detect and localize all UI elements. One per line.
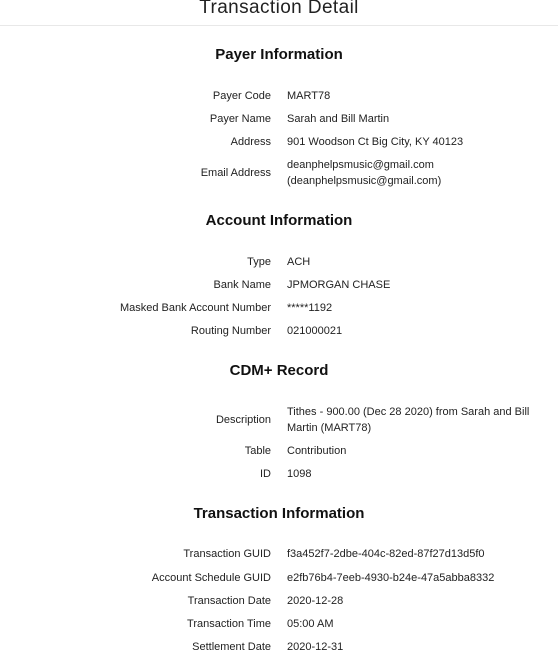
- bank-name-value: JPMORGAN CHASE: [287, 279, 391, 291]
- transaction-time-label: Transaction Time: [187, 618, 271, 630]
- table-label: Table: [244, 445, 271, 457]
- account-information-heading: Account Information: [205, 212, 353, 229]
- payer-code-value: MART78: [287, 90, 331, 102]
- transaction-guid-label: Transaction GUID: [183, 548, 271, 560]
- address-label: Address: [230, 136, 271, 148]
- settlement-date-value: 2020-12-31: [287, 641, 344, 653]
- transaction-date-label: Transaction Date: [187, 595, 271, 607]
- payer-code-label: Payer Code: [212, 90, 271, 102]
- email-value-line1: deanphelpsmusic@gmail.com: [287, 159, 434, 171]
- transaction-date-value: 2020-12-28: [287, 595, 344, 607]
- account-schedule-guid-label: Account Schedule GUID: [151, 572, 271, 584]
- address-value: 901 Woodson Ct Big City, KY 40123: [287, 136, 464, 148]
- routing-number-value: 021000021: [287, 325, 343, 337]
- id-label: ID: [260, 468, 271, 480]
- routing-number-label: Routing Number: [190, 325, 271, 337]
- masked-account-label: Masked Bank Account Number: [119, 302, 271, 314]
- type-label: Type: [247, 256, 271, 268]
- description-value: Tithes - 900.00 (Dec 28 2020) from Sarah and Bill Martin (MART78): [287, 406, 530, 434]
- transaction-information-heading: Transaction Information: [193, 505, 365, 522]
- header-bar: [0, 0, 558, 26]
- masked-account-value: *****1192: [287, 302, 333, 314]
- payer-name-label: Payer Name: [209, 113, 271, 125]
- transaction-time-value: 05:00 AM: [287, 618, 334, 630]
- id-value: 1098: [287, 468, 312, 480]
- payer-name-value: Sarah and Bill Martin: [287, 113, 390, 125]
- page-title: Transaction Detail: [199, 0, 359, 18]
- bank-name-label: Bank Name: [213, 279, 271, 291]
- transaction-guid-value: f3a452f7-2dbe-404c-82ed-87f27d13d5f0: [287, 548, 485, 560]
- description-label: Description: [215, 414, 271, 426]
- table-value: Contribution: [287, 445, 347, 457]
- cdm-record-heading: CDM+ Record: [229, 362, 329, 379]
- payer-information-heading: Payer Information: [215, 46, 343, 63]
- account-schedule-guid-value: e2fb76b4-7eeb-4930-b24e-47a5abba8332: [287, 572, 495, 584]
- settlement-date-label: Settlement Date: [192, 641, 271, 653]
- type-value: ACH: [287, 256, 311, 268]
- email-value-line2: (deanphelpsmusic@gmail.com): [287, 175, 442, 187]
- email-label: Email Address: [200, 167, 271, 179]
